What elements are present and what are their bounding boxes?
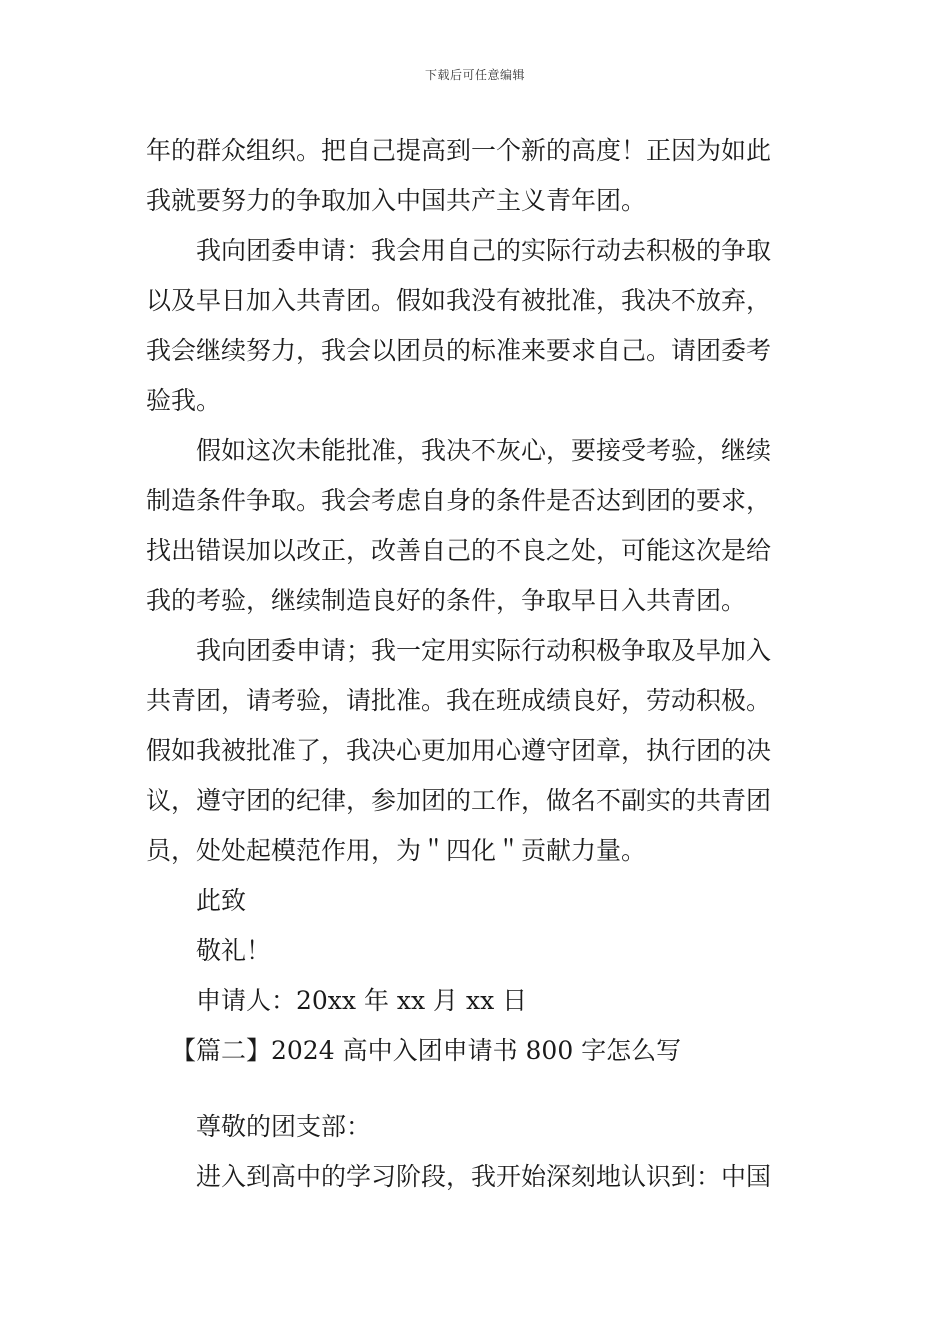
- text-line: 假如我被批准了，我决心更加用心遵守团章，执行团的决: [146, 736, 772, 765]
- text-line: 以及早日加入共青团。假如我没有被批准，我决不放弃，: [146, 286, 772, 315]
- section-spacer: [146, 1076, 806, 1102]
- text-line: 共青团，请考验，请批准。我在班成绩良好，劳动积极。: [146, 686, 772, 715]
- document-body: [146, 126, 806, 1202]
- text-line: 年的群众组织。把自己提高到一个新的高度！正因为如此: [146, 136, 772, 165]
- paragraph-start: 进入到高中的学习阶段，我开始深刻地认识到：中国: [196, 1162, 772, 1191]
- text-line: 我就要努力的争取加入中国共产主义青年团。: [146, 186, 647, 215]
- section-heading: 【篇二】2024 高中入团申请书 800 字怎么写: [171, 1036, 682, 1065]
- text-line: 员，处处起模范作用，为＂四化＂贡献力量。: [146, 836, 647, 865]
- paragraph-start: 我向团委申请；我一定用实际行动积极争取及早加入: [196, 636, 772, 665]
- signature-line: 申请人：20xx 年 xx 月 xx 日: [196, 986, 528, 1015]
- text-line: 找出错误加以改正，改善自己的不良之处，可能这次是给: [146, 536, 772, 565]
- paragraph-start: 假如这次未能批准，我决不灰心，要接受考验，继续: [196, 436, 772, 465]
- text-line: 制造条件争取。我会考虑自身的条件是否达到团的要求，: [146, 486, 772, 515]
- greeting-line: 尊敬的团支部：: [196, 1112, 372, 1141]
- closing-salutation: 此致: [196, 886, 247, 915]
- page-header: 下载后可任意编辑: [424, 68, 525, 82]
- closing-regards: 敬礼！: [196, 936, 272, 965]
- text-line: 我的考验，继续制造良好的条件，争取早日入共青团。: [146, 586, 747, 615]
- text-line: 我会继续努力，我会以团员的标准来要求自己。请团委考: [146, 336, 772, 365]
- text-line: 验我。: [146, 386, 222, 415]
- text-line: 议，遵守团的纪律，参加团的工作，做名不副实的共青团: [146, 786, 772, 815]
- paragraph-start: 我向团委申请：我会用自己的实际行动去积极的争取: [196, 236, 772, 265]
